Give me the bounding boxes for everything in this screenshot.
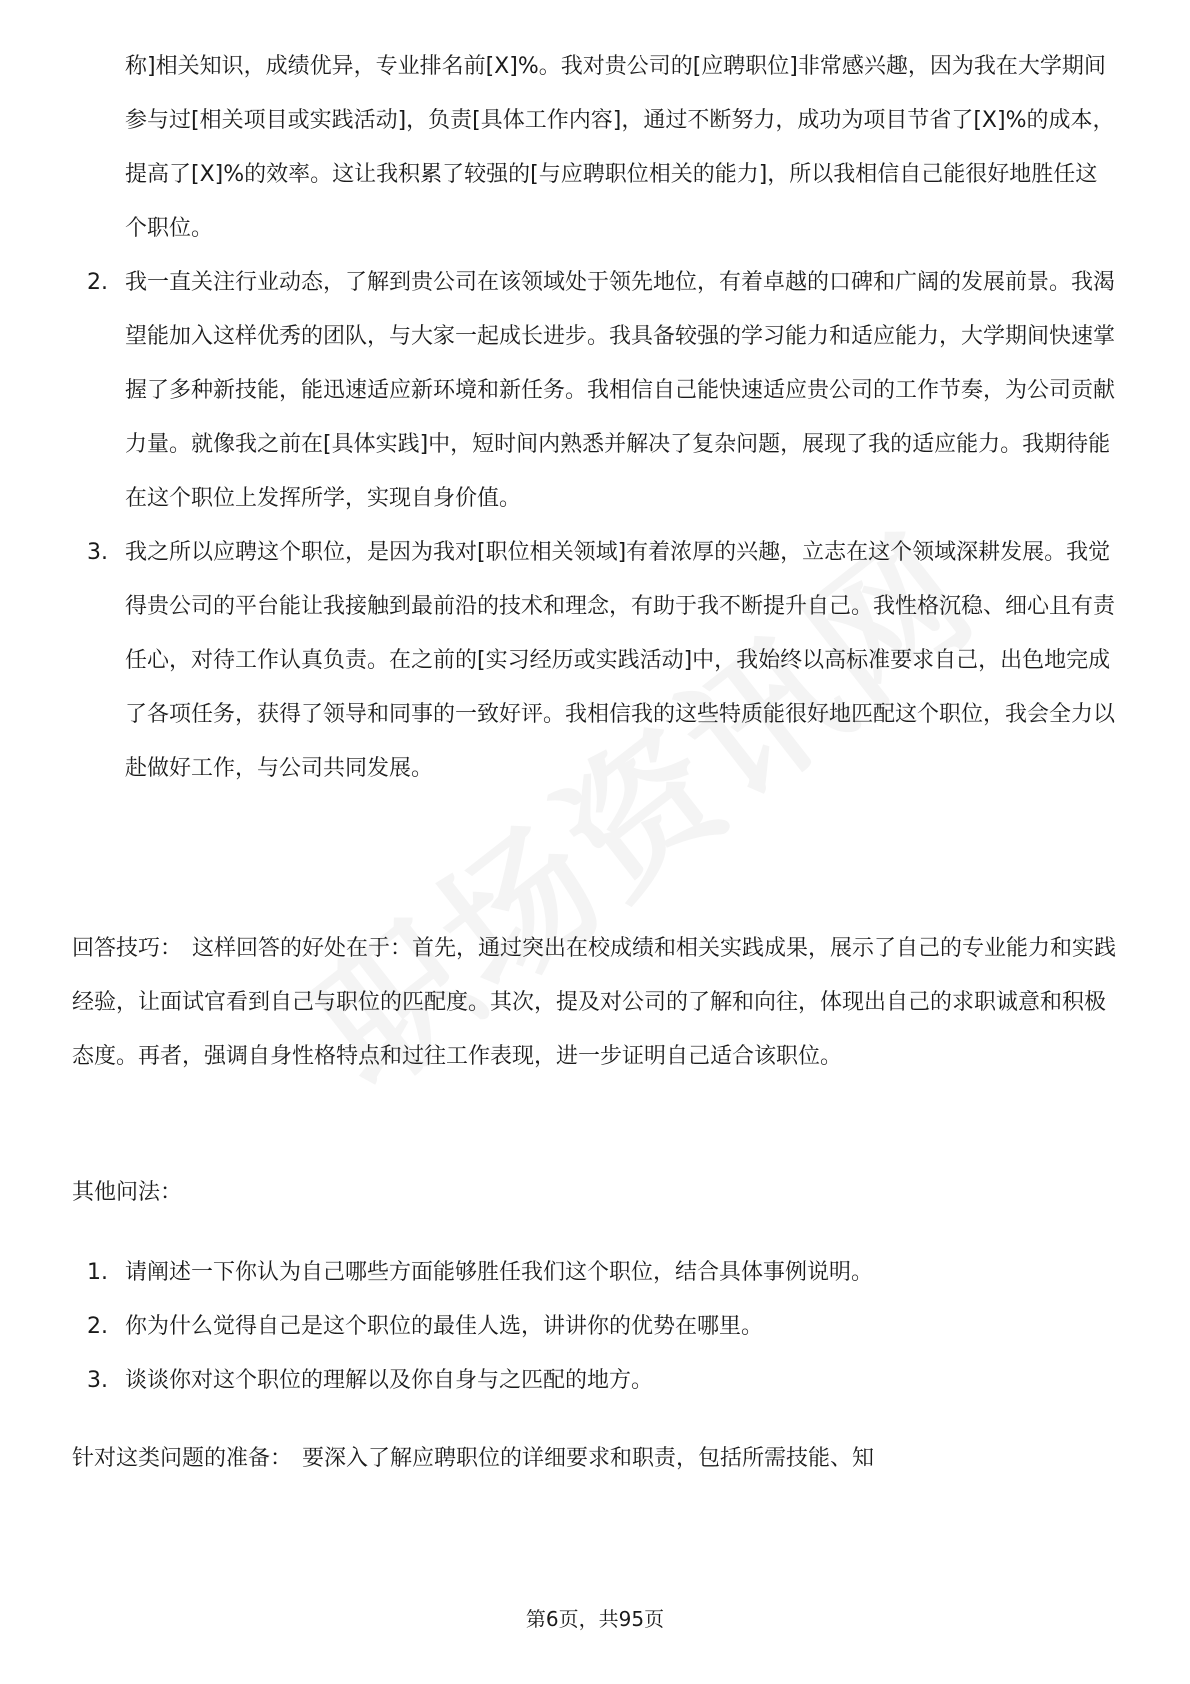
tips-text: 这样回答的好处在于：首先，通过突出在校成绩和相关实践成果，展示了自己的专业能力和实践经验，让面试官看到自己与职位的匹配度。其次，提及对公司的了解和向往，体现出自己的求职诚意和积极态度。再者，强调自身性格特点和过往工作表现，进一步证明自己适合该职位。: [72, 936, 1117, 1069]
preparation-text: 要深入了解应聘职位的详细要求和职责，包括所需技能、知: [302, 1446, 875, 1471]
list-item: [0, 526, 1190, 796]
list-item-text: 我一直关注行业动态，了解到贵公司在该领域处于领先地位，有着卓越的口碑和广阔的发展前景。我渴望能加入这样优秀的团队，与大家一起成长进步。我具备较强的学习能力和适应能力，大学期间快速掌握了多种新技能，能迅速适应新环境和新任务。我相信自己能快速适应贵公司的工作节奏，为公司贡献力量。就像我之前在[具体实践]中，短时间内熟悉并解决了复杂问题，展现了我的适应能力。我期待能在这个职位上发挥所学，实现自身价值。: [125, 270, 1116, 511]
other-questions-label: 其他问法：: [72, 1180, 183, 1205]
list-item: [0, 256, 1190, 526]
list-item-text: 请阐述一下你认为自己哪些方面能够胜任我们这个职位，结合具体事例说明。: [125, 1260, 874, 1285]
list-item: [0, 1246, 1190, 1300]
tips-label: 回答技巧：: [72, 936, 183, 961]
preparation-paragraph: [72, 1432, 1122, 1486]
preparation-label: 针对这类问题的准备：: [72, 1446, 293, 1471]
page-number: 第6页，共95页: [525, 1607, 665, 1631]
list-item: [0, 1354, 1190, 1408]
list-item-text: 称]相关知识，成绩优异，专业排名前[X]%。我对贵公司的[应聘职位]非常感兴趣，因为我在大学期间参与过[相关项目或实践活动]，负责[具体工作内容]，通过不断努力，成功为项目节省了[X]%的成本，提高了[X]%的效率。这让我积累了较强的[与应聘职位相关的能力]，所以我相信自己能很好地胜任这个职位。: [125, 54, 1115, 241]
list-item-text: 谈谈你对这个职位的理解以及你自身与之匹配的地方。: [125, 1368, 654, 1393]
other-questions-heading: [72, 1166, 1122, 1220]
list-item: [0, 1300, 1190, 1354]
other-questions-list: [0, 1246, 1190, 1408]
answer-list: [0, 40, 1190, 796]
list-number: 3.: [87, 540, 108, 565]
tips-paragraph: [72, 922, 1122, 1084]
list-item: [0, 40, 1190, 256]
list-item-text: 我之所以应聘这个职位，是因为我对[职位相关领域]有着浓厚的兴趣，立志在这个领域深耕发展。我觉得贵公司的平台能让我接触到最前沿的技术和理念，有助于我不断提升自己。我性格沉稳、细心且有责任心，对待工作认真负责。在之前的[实习经历或实践活动]中，我始终以高标准要求自己，出色地完成了各项任务，获得了领导和同事的一致好评。我相信我的这些特质能很好地匹配这个职位，我会全力以赴做好工作，与公司共同发展。: [125, 540, 1116, 781]
list-number: 2.: [87, 270, 108, 295]
list-item-text: 你为什么觉得自己是这个职位的最佳人选，讲讲你的优势在哪里。: [125, 1314, 764, 1339]
list-number: 1.: [87, 1260, 108, 1285]
list-number: 3.: [87, 1368, 108, 1393]
list-number: 2.: [87, 1314, 108, 1339]
